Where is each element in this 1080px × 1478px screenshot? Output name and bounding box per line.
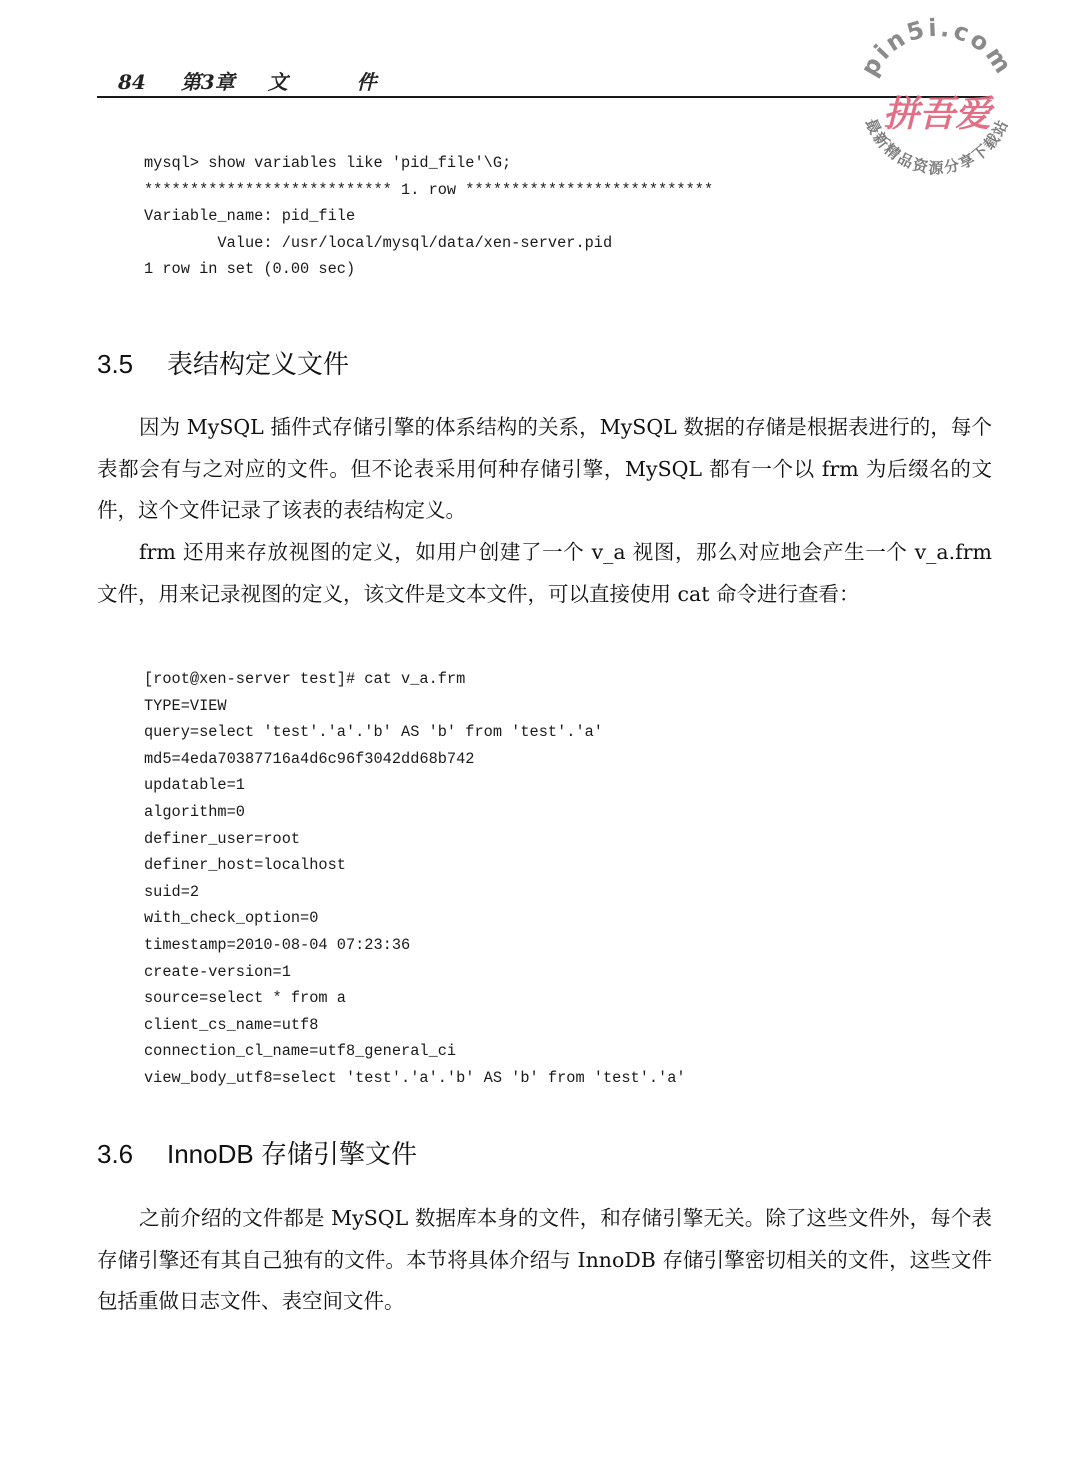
code-line: create-version=1	[144, 962, 291, 981]
code-line: connection_cl_name=utf8_general_ci	[144, 1042, 457, 1061]
running-head	[118, 66, 377, 96]
watermark-stamp	[842, 8, 1032, 198]
section-title: 表结构定义文件	[167, 349, 350, 379]
code-line: Variable_name: pid_file	[144, 207, 356, 226]
code-line: mysql> show variables like 'pid_file'\G;	[144, 154, 512, 172]
code-line: timestamp=2010-08-04 07:23:36	[144, 935, 411, 954]
section-heading-3-6	[97, 1134, 417, 1171]
code-line: *************************** 1. row ***************************	[144, 180, 714, 199]
section-number: 3.5	[97, 349, 134, 379]
watermark-brand-text: 拼吾爱	[882, 93, 992, 135]
code-line: TYPE=VIEW	[144, 696, 227, 715]
code-line: source=select * from a	[144, 989, 346, 1008]
paragraph-frm-intro: 因为 MySQL 插件式存储引擎的体系结构的关系，MySQL 数据的存储是根据表进行的，每个表都会有与之对应的文件。但不论表采用何种存储引擎，MySQL 都有一个以 frm 为后缀名的文件，这个文件记录了该表的表结构定义。	[97, 415, 992, 522]
section-number: 3.6	[97, 1139, 134, 1169]
code-line: with_check_option=0	[144, 909, 319, 928]
code-line: client_cs_name=utf8	[144, 1015, 319, 1034]
page-number: 84	[118, 70, 146, 94]
code-block-frm-file	[144, 666, 686, 1092]
paragraph-innodb-files: 之前介绍的文件都是 MySQL 数据库本身的文件，和存储引擎无关。除了这些文件外，每个表存储引擎还有其自己独有的文件。本节将具体介绍与 InnoDB 存储引擎密切相关的文件，这些文件包括重做日志文件、表空间文件。	[97, 1206, 992, 1313]
code-line: algorithm=0	[144, 802, 245, 821]
chapter-title-part-1: 文	[267, 70, 288, 94]
paragraph-view-definition: frm 还用来存放视图的定义，如用户创建了一个 v_a 视图，那么对应地会产生一个 v_a.frm 文件，用来记录视图的定义，该文件是文本文件，可以直接使用 cat 命令进行查看：	[97, 540, 992, 606]
chapter-title-part-2: 件	[356, 70, 377, 94]
code-line: updatable=1	[144, 776, 245, 795]
code-line: 1 row in set (0.00 sec)	[144, 260, 356, 279]
watermark-ring-text: 最新精品资源分享下载站	[861, 115, 1013, 177]
section-title: InnoDB 存储引擎文件	[167, 1139, 417, 1169]
code-line: md5=4eda70387716a4d6c96f3042dd68b742	[144, 749, 475, 768]
section-heading-3-5	[97, 344, 349, 381]
code-line: [root@xen-server test]# cat v_a.frm	[144, 670, 466, 688]
code-block-pid-file	[144, 150, 713, 283]
code-line: definer_user=root	[144, 829, 301, 848]
code-line: suid=2	[144, 882, 200, 901]
code-line: view_body_utf8=select 'test'.'a'.'b' AS 'b' from 'test'.'a'	[144, 1068, 686, 1087]
code-line: query=select 'test'.'a'.'b' AS 'b' from 'test'.'a'	[144, 723, 603, 742]
watermark-site-text: pin5i.com	[855, 13, 1019, 81]
code-line: Value: /usr/local/mysql/data/xen-server.pid	[144, 233, 613, 252]
code-line: definer_host=localhost	[144, 856, 346, 875]
chapter-label: 第3章	[180, 70, 235, 94]
